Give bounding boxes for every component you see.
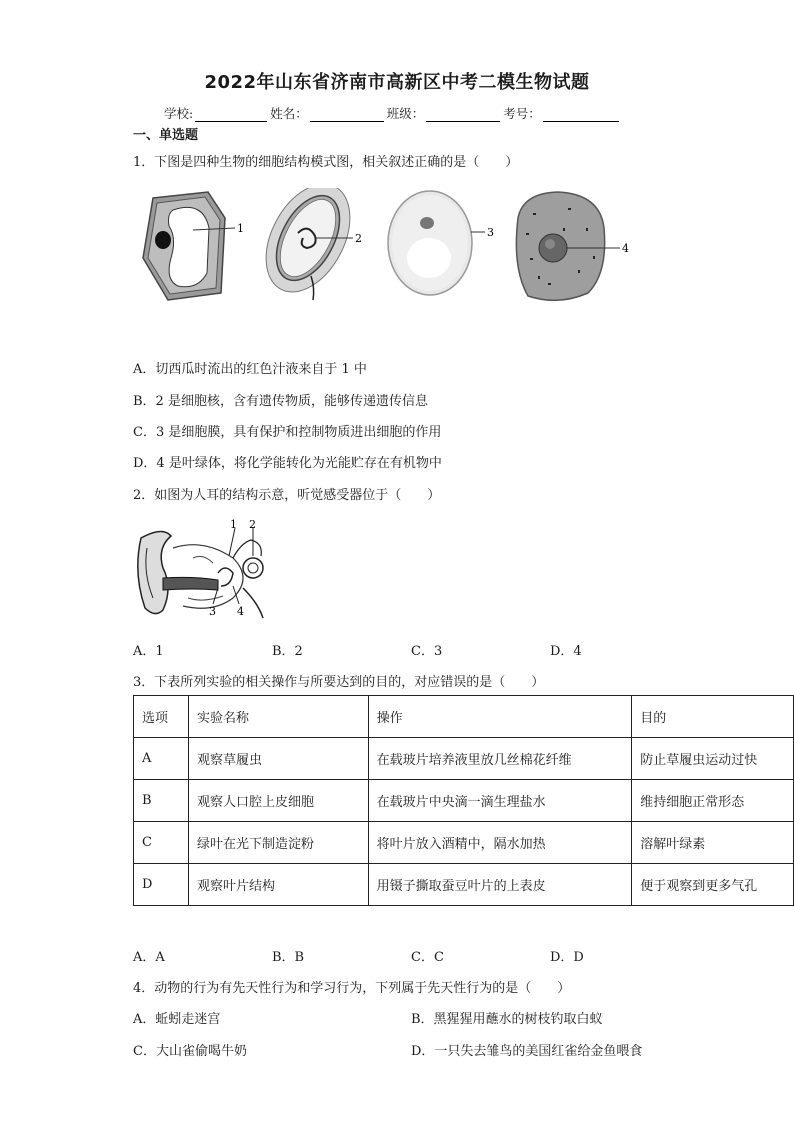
q4-option-a[interactable]: A．蚯蚓走迷宫 [133, 1012, 221, 1027]
question-3-stem: 3．下表所列实验的相关操作与所要达到的目的，对应错误的是（ ） [133, 675, 545, 690]
page-title: 2022年山东省济南市高新区中考二模生物试题 [204, 72, 590, 93]
table-row [134, 780, 794, 822]
school-label: 学校: [164, 106, 194, 121]
q3-option-a[interactable]: A．A [133, 950, 165, 965]
table-cell: 用镊子撕取蚕豆叶片的上表皮 [368, 864, 632, 906]
q1-option-d[interactable]: D．4 是叶绿体，将化学能转化为光能贮存在有机物中 [133, 456, 442, 471]
table-cell: 绿叶在光下制造淀粉 [188, 822, 368, 864]
class-label: 班级： [386, 106, 425, 121]
experiment-table [133, 695, 794, 906]
q2-option-b[interactable]: B．2 [272, 644, 303, 659]
q2-option-a[interactable]: A．1 [133, 644, 164, 659]
section-heading: 一、单选题 [133, 128, 199, 143]
cell-label-2: 2 [355, 232, 362, 245]
q3-option-c[interactable]: C．C [411, 950, 444, 965]
q3-option-b[interactable]: B．B [272, 950, 305, 965]
table-cell: 维持细胞正常形态 [632, 780, 794, 822]
table-cell: 在载玻片培养液里放几丝棉花纤维 [368, 738, 632, 780]
student-info-row [164, 104, 622, 122]
ear-diagram [133, 518, 283, 622]
school-blank[interactable] [195, 108, 267, 122]
table-row [134, 822, 794, 864]
exam-number-blank[interactable] [543, 108, 619, 122]
table-cell: 在载玻片中央滴一滴生理盐水 [368, 780, 632, 822]
class-blank[interactable] [426, 108, 500, 122]
table-cell: 将叶片放入酒精中，隔水加热 [368, 822, 632, 864]
table-cell: 观察叶片结构 [188, 864, 368, 906]
q2-option-d[interactable]: D．4 [550, 644, 582, 659]
table-cell: 便于观察到更多气孔 [632, 864, 794, 906]
q2-option-c[interactable]: C．3 [411, 644, 443, 659]
table-header-cell: 目的 [632, 696, 794, 738]
ear-label-4: 4 [237, 605, 244, 618]
q1-option-a[interactable]: A．切西瓜时流出的红色汁液来自于 1 中 [133, 362, 367, 377]
yeast-cell-figure [388, 191, 494, 295]
q4-option-c[interactable]: C．大山雀偷喝牛奶 [133, 1044, 247, 1059]
table-cell: D [134, 864, 189, 906]
ear-label-1: 1 [230, 518, 237, 531]
animal-cell-figure [516, 192, 629, 300]
table-header-cell: 实验名称 [188, 696, 368, 738]
bacterium-figure [249, 188, 367, 306]
cell-label-1: 1 [237, 222, 244, 235]
table-row [134, 738, 794, 780]
plant-cell-figure [143, 192, 244, 300]
table-cell: B [134, 780, 189, 822]
table-header-cell: 选项 [134, 696, 189, 738]
table-row [134, 864, 794, 906]
table-header-row [134, 696, 794, 738]
q1-option-b[interactable]: B．2 是细胞核，含有遗传物质，能够传递遗传信息 [133, 394, 428, 409]
table-header-cell: 操作 [368, 696, 632, 738]
table-cell: C [134, 822, 189, 864]
ear-label-2: 2 [249, 518, 256, 531]
q4-option-d[interactable]: D．一只失去雏鸟的美国红雀给金鱼喂食 [411, 1044, 643, 1059]
q4-option-b[interactable]: B．黑猩猩用蘸水的树枝钓取白蚁 [411, 1012, 603, 1027]
question-1-stem: 1．下图是四种生物的细胞结构模式图，相关叙述正确的是（ ） [133, 155, 519, 170]
name-blank[interactable] [310, 108, 384, 122]
question-2-stem: 2．如图为人耳的结构示意，听觉感受器位于（ ） [133, 488, 441, 503]
name-label: 姓名： [270, 106, 308, 121]
q1-option-c[interactable]: C．3 是细胞膜，具有保护和控制物质进出细胞的作用 [133, 425, 442, 440]
table-cell: 溶解叶绿素 [632, 822, 794, 864]
question-4-stem: 4．动物的行为有先天性行为和学习行为，下列属于先天性行为的是（ ） [133, 981, 571, 996]
table-cell: 防止草履虫运动过快 [632, 738, 794, 780]
cell-diagrams [133, 188, 633, 308]
q3-option-d[interactable]: D．D [550, 950, 584, 965]
table-cell: A [134, 738, 189, 780]
exam-number-label: 考号： [503, 106, 541, 121]
table-cell: 观察草履虫 [188, 738, 368, 780]
ear-label-3: 3 [209, 605, 216, 618]
cell-label-4: 4 [622, 242, 629, 255]
cell-label-3: 3 [487, 226, 494, 239]
table-cell: 观察人口腔上皮细胞 [188, 780, 368, 822]
